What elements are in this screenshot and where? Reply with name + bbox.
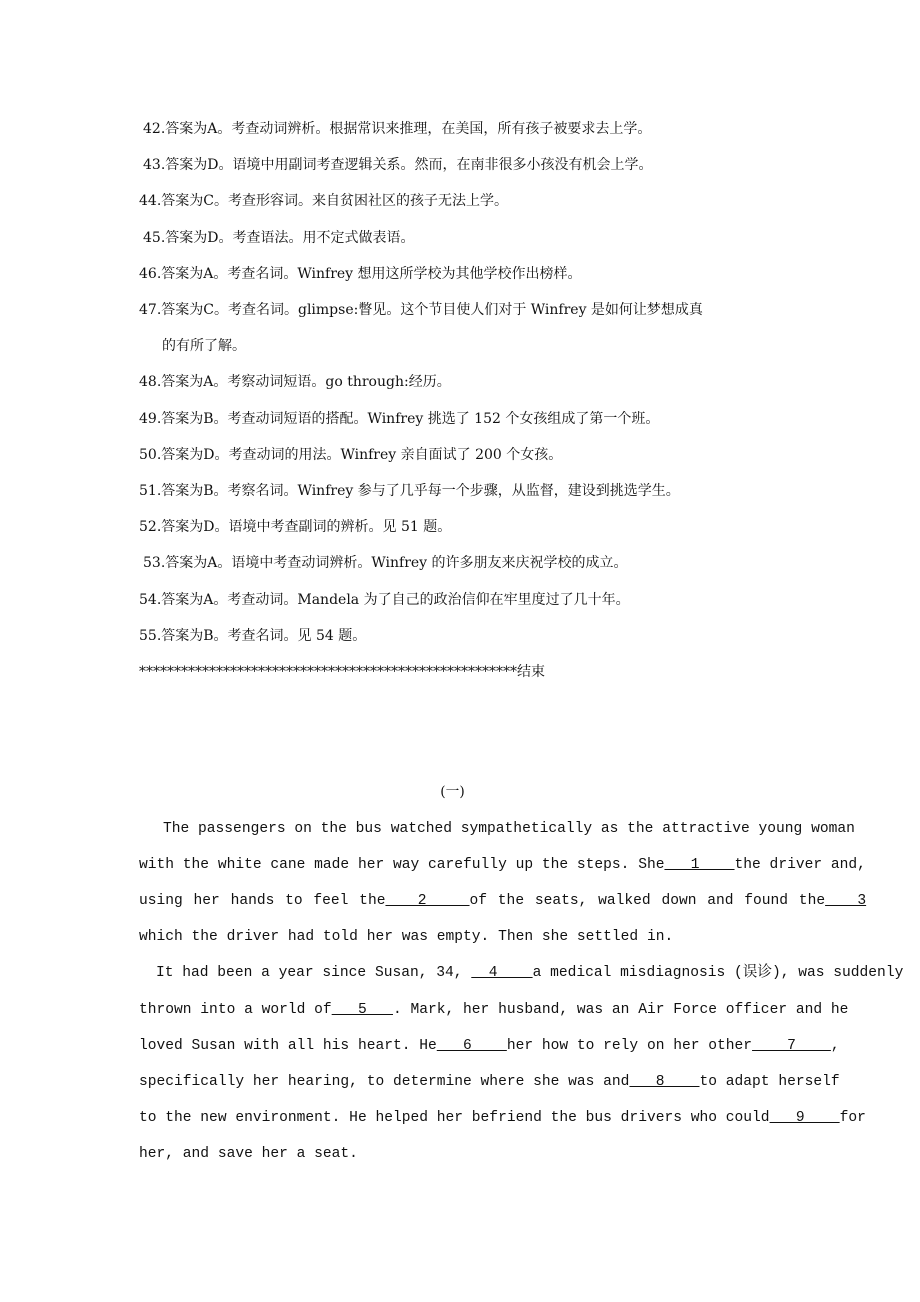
blank-7: 7 [752,1038,831,1054]
passage-text: specifically her hearing, to determine where she was and [139,1074,630,1090]
blank-9: 9 [769,1110,840,1126]
answer-line-50: 50.答案为D。考查动词的用法。Winfrey 亲自面试了 200 个女孩。 [139,447,563,463]
passage-line-7 [139,1036,840,1056]
blank-4: 4 [471,965,533,981]
answer-line-55: 55.答案为B。考查名词。见 54 题。 [139,628,367,644]
blank-6: 6 [436,1038,507,1054]
passage-line-9 [139,1108,866,1128]
answer-line-49: 49.答案为B。考查动词短语的搭配。Winfrey 挑选了 152 个女孩组成了第一个班。 [139,411,660,427]
passage-text: the driver and, [734,857,866,873]
passage-text: , [830,1038,840,1054]
answer-line-47: 47.答案为C。考查名词。glimpse:瞥见。这个节目使人们对于 Winfrey 是如何让梦想成真 [139,302,703,318]
answer-line-45: 45.答案为D。考查语法。用不定式做表语。 [143,230,415,246]
passage-line-8 [139,1072,840,1092]
passage-text: with the white cane made her way carefully up the steps. She [139,857,665,873]
passage-text: loved Susan with all his heart. He [139,1038,437,1054]
passage-text: It had been a year since Susan, 34, [156,965,472,981]
passage-line-4: which the driver had told her was empty. Then she settled in. [139,929,674,945]
passage-line-5 [156,963,903,983]
answer-line-51: 51.答案为B。考察名词。Winfrey 参与了几乎每一个步骤，从监督，建设到挑选学生。 [139,483,680,499]
passage-line-2 [139,855,866,875]
passage-text: to the new environment. He helped her befriend the bus drivers who could [139,1110,770,1126]
passage-text: a medical misdiagnosis (误诊), was suddenly [532,965,904,981]
answer-line-42: 42.答案为A。考查动词辨析。根据常识来推理，在美国，所有孩子被要求去上学。 [143,121,652,137]
answer-line-53: 53.答案为A。语境中考查动词辨析。Winfrey 的许多朋友来庆祝学校的成立。 [143,555,628,571]
passage-text: her how to rely on her other [506,1038,753,1054]
blank-8: 8 [629,1074,700,1090]
answer-line-47-cont: 的有所了解。 [162,338,246,354]
answer-line-48: 48.答案为A。考察动词短语。go through:经历。 [139,374,451,390]
section-title: (一) [440,784,465,800]
answer-line-44: 44.答案为C。考查形容词。来自贫困社区的孩子无法上学。 [139,193,508,209]
blank-1: 1 [664,857,735,873]
passage-text: to adapt herself [699,1074,840,1090]
answer-line-46: 46.答案为A。考查名词。Winfrey 想用这所学校为其他学校作出榜样。 [139,266,582,282]
blank-3: 3 [825,893,867,909]
passage-text: using her hands to feel the [139,893,386,909]
blank-2: 2 [385,893,470,909]
answer-line-54: 54.答案为A。考查动词。Mandela 为了自己的政治信仰在牢里度过了几十年。 [139,592,630,608]
passage-line-3 [139,891,866,911]
blank-5: 5 [331,1002,393,1018]
passage-text: of the seats, walked down and found the [469,893,826,909]
passage-line-6 [139,1000,848,1020]
passage-line-10: her, and save her a seat. [139,1146,358,1162]
passage-text: for [839,1110,866,1126]
passage-text: . Mark, her husband, was an Air Force officer and he [392,1002,849,1018]
answer-line-43: 43.答案为D。语境中用副词考查逻辑关系。然而，在南非很多小孩没有机会上学。 [143,157,653,173]
answer-line-52: 52.答案为D。语境中考查副词的辨析。见 51 题。 [139,519,452,535]
passage-line-1: The passengers on the bus watched sympathetically as the attractive young woman [163,821,855,837]
end-marker: ******************************************************结束 [139,664,545,680]
passage-text: thrown into a world of [139,1002,332,1018]
